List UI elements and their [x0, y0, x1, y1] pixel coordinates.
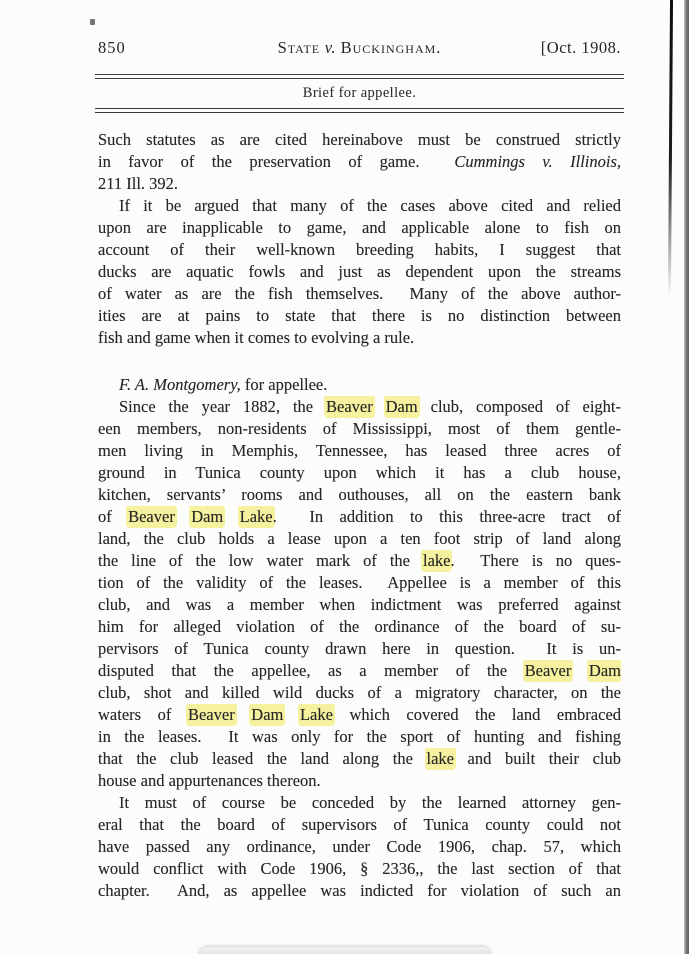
text-segment: land, the club holds a lease upon a ten foot strip of land along [98, 529, 621, 548]
text-line [98, 195, 621, 217]
text-segment: in the leases. It was only for the sport of hunting and fishing [98, 727, 621, 746]
text-segment: If it be argued that many of the cases above cited and relied [119, 196, 621, 215]
text-line [98, 484, 621, 506]
text-segment: in favor of the preservation of game. [98, 152, 455, 171]
text-line [98, 814, 621, 836]
page-content [98, 38, 621, 902]
bottom-toolbar-edge[interactable] [200, 947, 490, 954]
text-line [98, 594, 621, 616]
text-line [98, 682, 621, 704]
search-highlight: Dam [191, 507, 224, 526]
text-segment: 211 Ill. 392. [98, 174, 179, 193]
text-line [98, 550, 621, 572]
text-line [98, 396, 621, 418]
search-highlight: Dam [251, 705, 284, 724]
text-line [98, 506, 621, 528]
text-segment: State [277, 38, 321, 57]
text-segment: for appellee. [240, 375, 328, 394]
ink-speck [90, 19, 95, 25]
text-segment: the line of the low water mark of the [98, 551, 423, 570]
search-highlight: Beaver [326, 397, 373, 416]
paragraph [98, 396, 621, 792]
text-line [98, 418, 621, 440]
text-segment: . In addition to this three-acre tract of [272, 507, 621, 526]
text-line [98, 572, 621, 594]
paragraph [98, 792, 621, 902]
search-highlight: Lake [299, 705, 333, 724]
text-segment: kitchen, servants’ rooms and outhouses, all on the eastern bank [98, 485, 621, 504]
text-line [98, 616, 621, 638]
text-segment: account of their well-known breeding habits, I suggest that [98, 240, 621, 259]
search-highlight: lake [426, 749, 454, 768]
text-segment: Such statutes as are cited hereinabove must be construed strictly [98, 130, 621, 149]
text-line [98, 129, 621, 151]
text-segment: ground in Tunica county upon which it has a club house, [98, 463, 621, 482]
text-segment: ducks are aquatic fowls and just as dependent upon the streams [98, 262, 621, 281]
text-segment: of water as are the fish themselves. Many of the above author- [98, 284, 621, 303]
search-highlight: Dam [385, 397, 418, 416]
text-segment: disputed that the appellee, as a member of the [98, 661, 525, 680]
search-highlight: Beaver [187, 705, 235, 724]
text-segment [235, 705, 252, 724]
text-segment: club, and was a member when indictment was preferred against [98, 595, 621, 614]
text-segment: and built their club [453, 749, 621, 768]
text-segment: Since the year 1882, the [119, 397, 326, 416]
text-segment: v. [320, 38, 341, 57]
text-line [98, 151, 621, 173]
header-date: [Oct. 1908. [540, 38, 621, 57]
text-line [98, 858, 621, 880]
search-highlight: Beaver [524, 661, 572, 680]
text-segment: . There is no ques- [450, 551, 621, 570]
text-segment: that the club leased the land along the [98, 749, 427, 768]
text-line [98, 462, 621, 484]
page-header [98, 38, 621, 59]
text-line [98, 305, 621, 327]
text-segment: house and appurtenances thereon. [98, 771, 321, 790]
search-highlight: lake [422, 551, 451, 570]
search-highlight: Lake [239, 507, 273, 526]
text-segment: upon are inapplicable to game, and applicable alone to fish on [98, 218, 621, 237]
text-segment: chapter. And, as appellee was indicted for violation of such an [98, 881, 621, 900]
text-segment: Buckingham. [340, 38, 442, 57]
text-line [98, 880, 621, 902]
text-segment: F. A. Montgomery, [119, 375, 241, 394]
text-line [98, 528, 621, 550]
body-text [98, 129, 621, 902]
text-line [98, 836, 621, 858]
text-line [98, 660, 621, 682]
paragraph [98, 195, 621, 349]
page-number: 850 [98, 38, 126, 57]
paragraph [98, 129, 621, 195]
text-segment [223, 507, 239, 526]
text-line [98, 261, 621, 283]
running-head: Brief for appellee. [302, 85, 417, 101]
text-segment: eral that the board of supervisors of Tunica county could not [98, 815, 621, 834]
text-segment: een members, non-residents of Mississippi, most of them gentle- [98, 419, 621, 438]
search-highlight: Beaver [128, 507, 175, 526]
text-segment: club, composed of eight- [417, 397, 621, 416]
horizontal-rule-top [95, 74, 624, 79]
text-line [98, 327, 621, 349]
page-gutter-scan-line [668, 0, 673, 296]
text-line [98, 217, 621, 239]
text-segment: waters of [98, 705, 188, 724]
text-segment: would conflict with Code 1906, § 2336,, the last section of that [98, 859, 621, 878]
text-segment [283, 705, 300, 724]
search-highlight: Dam [588, 661, 621, 680]
text-line [98, 283, 621, 305]
text-segment [571, 661, 589, 680]
text-segment: It must of course be conceded by the learned attorney gen- [119, 793, 621, 812]
text-segment: club, shot and killed wild ducks of a migratory character, on the [98, 683, 621, 702]
text-segment: men living in Memphis, Tennessee, has leased three acres of [98, 441, 621, 460]
text-line [98, 748, 621, 770]
text-line [98, 173, 621, 195]
text-segment: fish and game when it comes to evolving a rule. [98, 328, 415, 347]
text-line [98, 792, 621, 814]
text-line [98, 726, 621, 748]
text-segment: ities are at pains to state that there is no distinction between [98, 306, 621, 325]
text-segment: have passed any ordinance, under Code 1906, chap. 57, which [98, 837, 621, 856]
text-line [98, 239, 621, 261]
text-line [98, 440, 621, 462]
horizontal-rule-bottom [95, 108, 624, 113]
text-segment: of [98, 507, 129, 526]
paragraph [98, 374, 621, 396]
text-line [98, 374, 621, 396]
text-segment: which covered the land embraced [332, 705, 621, 724]
text-line [98, 704, 621, 726]
text-segment: tion of the validity of the leases. Appellee is a member of this [98, 573, 621, 592]
text-line [98, 638, 621, 660]
text-segment [175, 507, 191, 526]
text-segment [373, 397, 386, 416]
case-title [278, 38, 442, 58]
text-segment: pervisors of Tunica county drawn here in question. It is un- [98, 639, 621, 658]
page-edge-strip [684, 0, 689, 954]
text-segment: him for alleged violation of the ordinance of the board of su- [98, 617, 621, 636]
text-segment: Cummings v. Illinois, [454, 152, 621, 171]
text-line [98, 770, 621, 792]
